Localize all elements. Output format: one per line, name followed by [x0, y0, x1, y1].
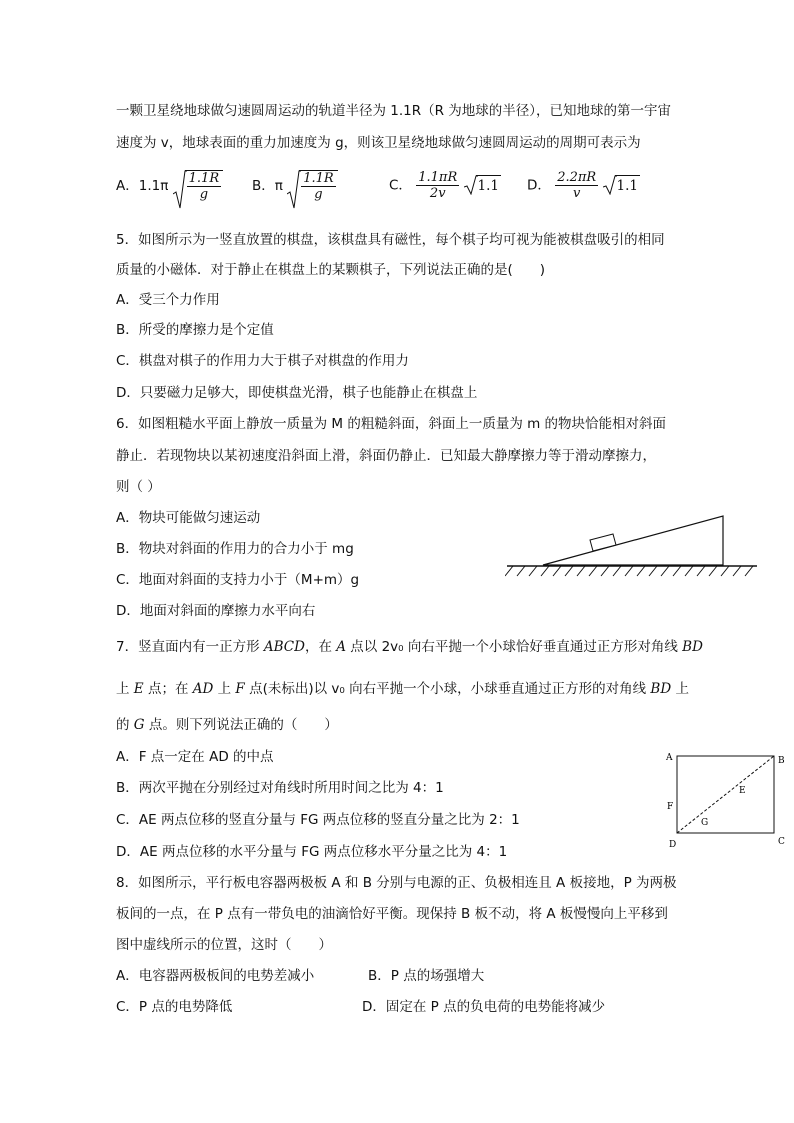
q7-text: 上 — [116, 681, 134, 697]
incline-triangle — [543, 516, 723, 565]
sqrt-symbol — [464, 175, 501, 196]
q6-option-a: A．物块可能做匀速运动 — [116, 510, 261, 526]
q7-text: 点；在 — [143, 681, 193, 697]
q4-a-numerator: 1.1R — [188, 171, 220, 186]
q4-option-a-label: A．1.1π — [116, 178, 169, 194]
q7-text: E — [133, 681, 144, 697]
diagonal-bd — [677, 756, 774, 833]
q7-text: ABCD — [263, 639, 305, 655]
label-f: F — [667, 802, 674, 812]
q4-d-numerator: 2.2πR — [557, 170, 597, 185]
block-on-incline — [590, 534, 616, 551]
q7-option-c: C．AE 两点位移的竖直分量与 FG 两点位移的竖直分量之比为 2：1 — [116, 812, 520, 828]
q4-stem-line2: 速度为 v，地球表面的重力加速度为 g，则该卫星绕地球做匀速圆周运动的周期可表示为 — [116, 135, 641, 151]
sqrt-symbol — [287, 170, 337, 202]
q5-stem-line1: 5．如图所示为一竖直放置的棋盘，该棋盘具有磁性，每个棋子均可视为能被棋盘吸引的相同 — [116, 232, 665, 248]
label-c: C — [778, 837, 785, 847]
q4-c-denominator: 2v — [429, 186, 446, 201]
q8-option-b: B．P 点的场强增大 — [368, 968, 485, 984]
incline-figure — [505, 510, 760, 580]
q7-stem-line3 — [116, 715, 338, 735]
q7-text: BD — [650, 681, 672, 697]
q8-stem-line1: 8．如图所示，平行板电容器两极板 A 和 B 分别与电源的正、负极相连且 A 板接地，P 为两极 — [116, 875, 677, 891]
q4-d-denominator: v — [573, 186, 581, 201]
q4-option-d-label: D． — [527, 177, 551, 194]
q5-option-d: D．只要磁力足够大，即使棋盘光滑，棋子也能静止在棋盘上 — [116, 385, 478, 401]
q4-c-numerator: 1.1πR — [418, 170, 458, 185]
q5-option-b: B．所受的摩擦力是个定值 — [116, 322, 274, 338]
q7-text: 的 — [116, 717, 134, 733]
q7-text: BD — [682, 639, 703, 655]
q6-stem-line3: 则（ ） — [116, 479, 161, 495]
q6-option-c: C．地面对斜面的支持力小于（M+m）g — [116, 572, 360, 588]
q7-text: 点以 2v₀ 向右平抛一个小球恰好垂直通过正方形对角线 — [346, 639, 683, 655]
q4-b-numerator: 1.1R — [303, 171, 334, 186]
q7-text: F — [235, 681, 245, 697]
q4-option-a — [116, 170, 223, 210]
q4-option-b — [252, 170, 338, 210]
q7-stem-line1 — [116, 637, 703, 657]
label-g: G — [701, 818, 709, 828]
q6-stem-line2: 静止．若现物块以某初速度沿斜面上滑，斜面仍静止．已知最大静摩擦力等于滑动摩擦力， — [116, 448, 656, 464]
q4-a-denominator: g — [199, 187, 209, 202]
q7-text: A — [336, 639, 347, 655]
q7-text: ，在 — [304, 639, 337, 655]
label-e: E — [739, 786, 746, 796]
q5-option-a: A．受三个力作用 — [116, 292, 220, 308]
q4-c-radicand: 1.1 — [476, 175, 501, 196]
q6-option-d: D．地面对斜面的摩擦力水平向右 — [116, 603, 316, 619]
square-abcd-figure — [660, 748, 790, 854]
label-b: B — [778, 756, 785, 766]
q7-text: 点(未标出)以 v₀ 向右平抛一个小球，小球垂直通过正方形的对角线 — [244, 681, 651, 697]
q7-option-b: B．两次平抛在分别经过对角线时所用时间之比为 4：1 — [116, 780, 444, 796]
sqrt-symbol — [173, 170, 223, 202]
q5-stem-line2: 质量的小磁体．对于静止在棋盘上的某颗棋子，下列说法正确的是( ) — [116, 262, 546, 278]
q8-stem-line3: 图中虚线所示的位置，这时（ ） — [116, 937, 332, 953]
q7-text: 上 — [671, 681, 689, 697]
q7-stem-line2 — [116, 679, 689, 699]
q7-text: 7．竖直面内有一正方形 — [116, 639, 264, 655]
q4-option-c-label: C． — [389, 177, 412, 194]
q8-stem-line2: 板间的一点，在 P 点有一带负电的油滴恰好平衡。现保持 B 板不动，将 A 板慢慢向上平移到 — [116, 906, 668, 922]
q5-option-c: C．棋盘对棋子的作用力大于棋子对棋盘的作用力 — [116, 353, 409, 369]
q8-option-a: A．电容器两极板间的电势差减小 — [116, 968, 315, 984]
q7-text: AD — [192, 681, 214, 697]
q4-option-d — [527, 170, 640, 210]
q4-option-b-label: B．π — [252, 178, 283, 194]
q4-d-radicand: 1.1 — [615, 175, 640, 196]
q7-text: 点。则下列说法正确的（ ） — [144, 717, 338, 733]
q4-b-denominator: g — [314, 187, 323, 202]
q8-option-d: D．固定在 P 点的负电荷的电势能将减少 — [362, 999, 606, 1015]
ground-hatching — [505, 566, 753, 576]
label-a: A — [666, 753, 673, 763]
q4-option-c — [389, 170, 501, 210]
q7-option-a: A．F 点一定在 AD 的中点 — [116, 749, 274, 765]
q7-option-d: D．AE 两点位移的水平分量与 FG 两点位移水平分量之比为 4：1 — [116, 844, 508, 860]
label-d: D — [669, 840, 677, 850]
q8-option-c: C．P 点的电势降低 — [116, 999, 233, 1015]
sqrt-symbol — [603, 175, 640, 196]
q4-stem-line1: 一颗卫星绕地球做匀速圆周运动的轨道半径为 1.1R（R 为地球的半径），已知地球的第一宇宙 — [116, 103, 672, 119]
q6-stem-line1: 6．如图粗糙水平面上静放一质量为 M 的粗糙斜面，斜面上一质量为 m 的物块恰能相对斜面 — [116, 416, 667, 432]
q7-text: 上 — [213, 681, 236, 697]
q6-option-b: B．物块对斜面的作用力的合力小于 mg — [116, 541, 354, 557]
q7-text: G — [133, 717, 145, 733]
